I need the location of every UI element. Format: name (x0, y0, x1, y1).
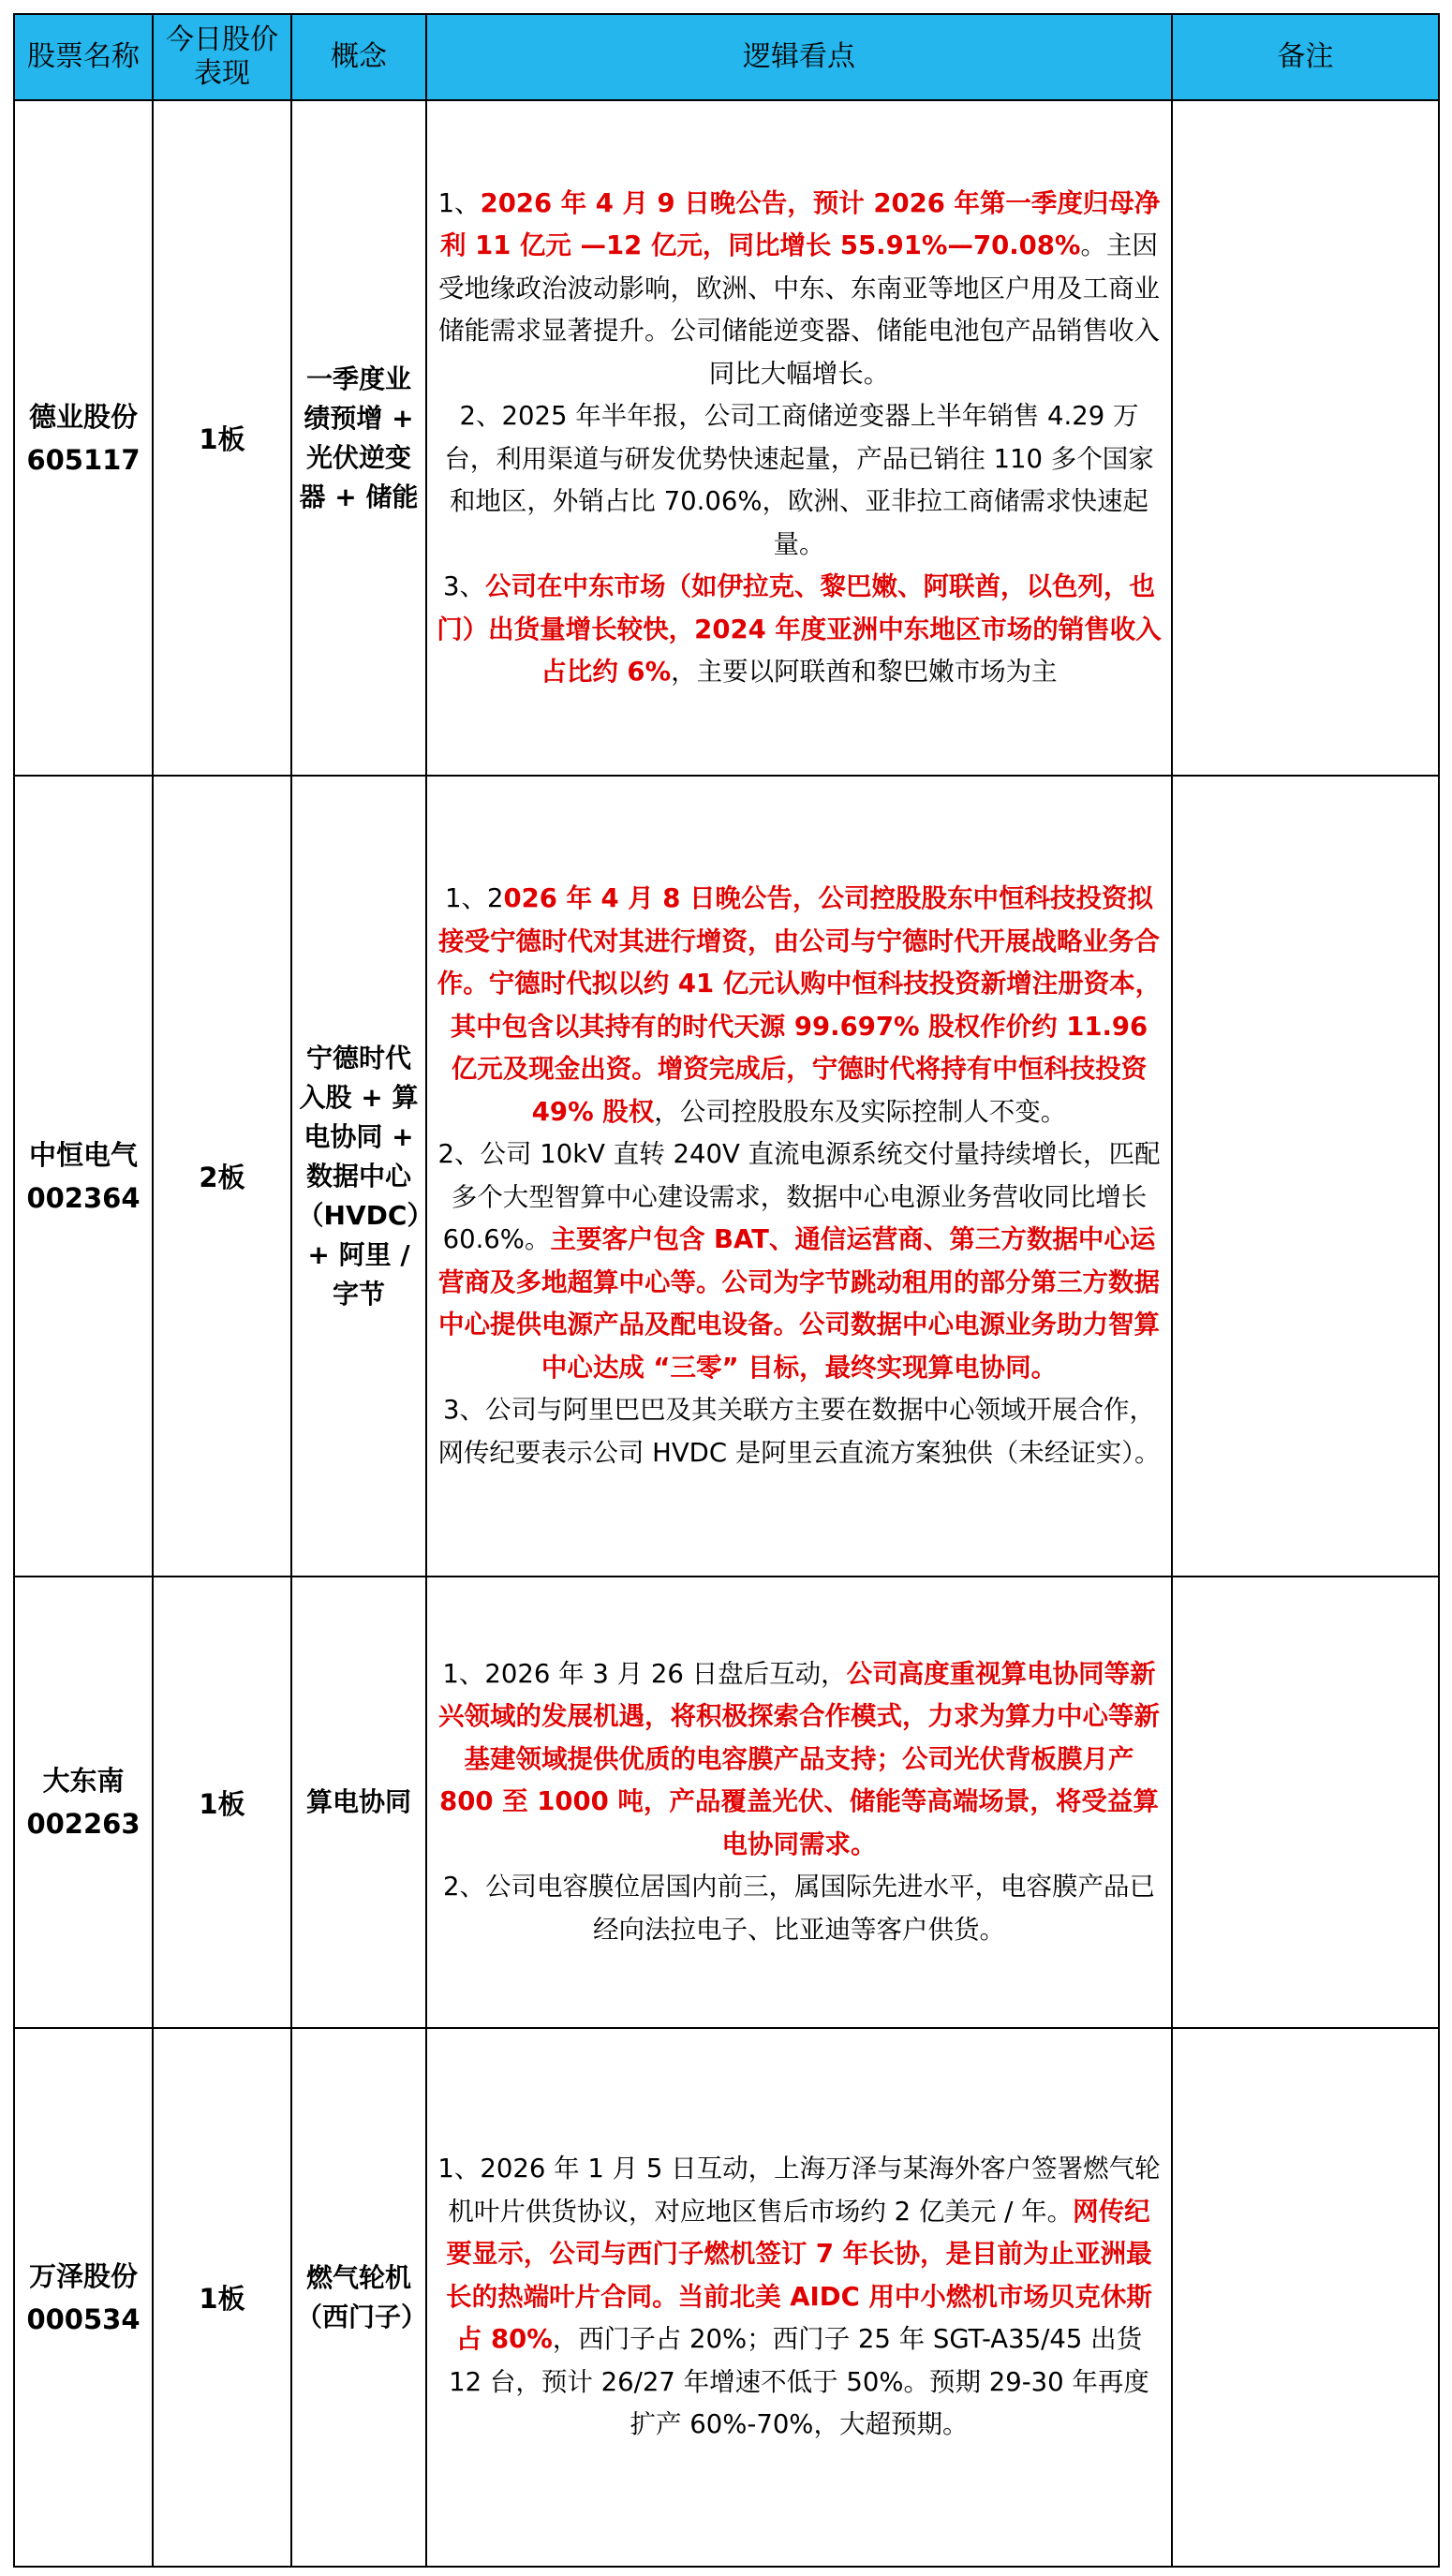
performance-cell: 1板 (153, 2028, 291, 2567)
note-cell (1172, 1577, 1439, 2028)
stock-code: 002263 (26, 1808, 141, 1840)
stock-name-cell (14, 2028, 153, 2567)
stock-name-cell (14, 100, 153, 776)
table-row (14, 1577, 1439, 2028)
header-note: 备注 (1172, 14, 1439, 100)
performance-cell: 1板 (153, 100, 291, 776)
stock-code: 002364 (26, 1181, 141, 1214)
concept-cell: 燃气轮机（西门子） (291, 2028, 426, 2567)
logic-point (437, 566, 1162, 694)
stock-name: 德业股份 (28, 400, 138, 433)
logic-cell (426, 776, 1172, 1577)
table-row (14, 100, 1439, 776)
logic-point (437, 1653, 1162, 1867)
logic-cell (426, 2028, 1172, 2567)
logic-point (437, 878, 1162, 1133)
table-row (14, 776, 1439, 1577)
body-text: 2、2025 年半年报，公司工商储逆变器上半年销售 4.29 万台，利用渠道与研发优势快速起量，产品已销往 110 多个国家和地区，外销占比 70.06%，欧洲、亚非拉工商储需求快速起量。 (444, 401, 1154, 559)
logic-point (437, 395, 1162, 566)
highlight-text: 026 年 4 月 8 日晚公告，公司控股股东中恒科技投资拟接受宁德时代对其进行增资，由公司与宁德时代开展战略业务合作。宁德时代拟以约 41 亿元认购中恒科技投资新增注册资本，其中包含以其持有的时代天源 99.697% 股权作价约 11.96 亿元及现金出资。增资完成后，宁德时代将持有中恒科技投资 49% 股权 (437, 883, 1162, 1127)
performance-cell: 1板 (153, 1577, 291, 2028)
logic-cell (426, 1577, 1172, 2028)
body-text: ，公司控股股东及实际控制人不变。 (654, 1096, 1067, 1127)
concept-cell: 算电协同 (291, 1577, 426, 2028)
body-text: 1、2026 年 3 月 26 日盘后互动， (442, 1658, 847, 1689)
highlight-text: 公司高度重视算电协同等新兴领域的发展机遇，将积极探索合作模式，力求为算力中心等新基建领域提供优质的电容膜产品支持；公司光伏背板膜月产 800 至 1000 吨，产品覆盖光伏、储能等高端场景，将受益算电协同需求。 (438, 1658, 1160, 1859)
highlight-text: 网传纪要显示，公司与西门子燃机签订 7 年长协，是目前为止亚洲最长的热端叶片合同。当前北美 AIDC 用中小燃机市场贝克休斯占 80% (446, 2196, 1152, 2355)
logic-point (437, 1389, 1162, 1474)
note-cell (1172, 100, 1439, 776)
logic-cell (426, 100, 1172, 776)
table-row (14, 2028, 1439, 2567)
concept-cell: 一季度业绩预增 + 光伏逆变器 + 储能 (291, 100, 426, 776)
logic-point (437, 1866, 1162, 1951)
stock-name: 万泽股份 (28, 2259, 138, 2292)
performance-cell: 2板 (153, 776, 291, 1577)
logic-point (437, 183, 1162, 396)
stock-code: 605117 (26, 443, 141, 476)
body-text: 1、2026 年 1 月 5 日互动，上海万泽与某海外客户签署燃气轮机叶片供货协议，对应地区售后市场约 2 亿美元 / 年。 (437, 2154, 1161, 2227)
body-text: 1、2 (444, 883, 504, 913)
stock-name-cell (14, 776, 153, 1577)
stock-name: 大东南 (42, 1765, 125, 1797)
stock-name-cell (14, 1577, 153, 2028)
body-text: 1、 (437, 187, 481, 218)
note-cell (1172, 2028, 1439, 2567)
highlight-text: 主要客户包含 BAT、通信运营商、第三方数据中心运营商及多地超算中心等。公司为字节跳动租用的部分第三方数据中心提供电源产品及配电设备。公司数据中心电源业务助力智算中心达成 “三零” 目标，最终实现算电协同。 (438, 1224, 1160, 1383)
note-cell (1172, 776, 1439, 1577)
highlight-text: 2026 年 4 月 9 日晚公告，预计 2026 年第一季度归母净利 11 亿元 —12 亿元，同比增长 55.91%—70.08% (440, 187, 1161, 260)
stock-table (13, 13, 1440, 2568)
highlight-text: 公司在中东市场（如伊拉克、黎巴嫩、阿联酋，以色列，也门）出货量增长较快，2024 年度亚洲中东地区市场的销售收入占比约 6% (437, 571, 1162, 687)
stock-name: 中恒电气 (28, 1138, 138, 1171)
concept-cell: 宁德时代入股 + 算电协同 + 数据中心（HVDC）+ 阿里 / 字节 (291, 776, 426, 1577)
logic-point (437, 2148, 1162, 2447)
logic-point (437, 1133, 1162, 1389)
stock-code: 000534 (26, 2302, 141, 2335)
body-text: ，西门子占 20%；西门子 25 年 SGT-A35/45 出货 12 台，预计 26/27 年增速不低于 50%。预期 29-30 年再度扩产 60%-70%，大超预期。 (449, 2324, 1149, 2440)
body-text: 3、公司与阿里巴巴及其关联方主要在数据中心领域开展合作，网传纪要表示公司 HVDC 是阿里云直流方案独供（未经证实）。 (437, 1395, 1161, 1468)
header-row (14, 14, 1439, 100)
body-text: 2、公司电容膜位居国内前三，属国际先进水平，电容膜产品已经向法拉电子、比亚迪等客户供货。 (443, 1872, 1155, 1945)
header-concept: 概念 (291, 14, 426, 100)
body-text: ，主要以阿联酋和黎巴嫩市场为主 (671, 657, 1058, 687)
body-text: 2、公司 10kV 直转 240V 直流电源系统交付量持续增长，匹配多个大型智算中心建设需求，数据中心电源业务营收同比增长 60.6%。 (437, 1139, 1161, 1254)
body-text: 3、 (443, 571, 485, 601)
body-text: 。主因受地缘政治波动影响，欧洲、中东、东南亚等地区户用及工商业储能需求显著提升。公司储能逆变器、储能电池包产品销售收入同比大幅增长。 (438, 230, 1160, 389)
header-performance: 今日股价表现 (153, 14, 291, 100)
header-logic: 逻辑看点 (426, 14, 1172, 100)
header-stock-name: 股票名称 (14, 14, 153, 100)
